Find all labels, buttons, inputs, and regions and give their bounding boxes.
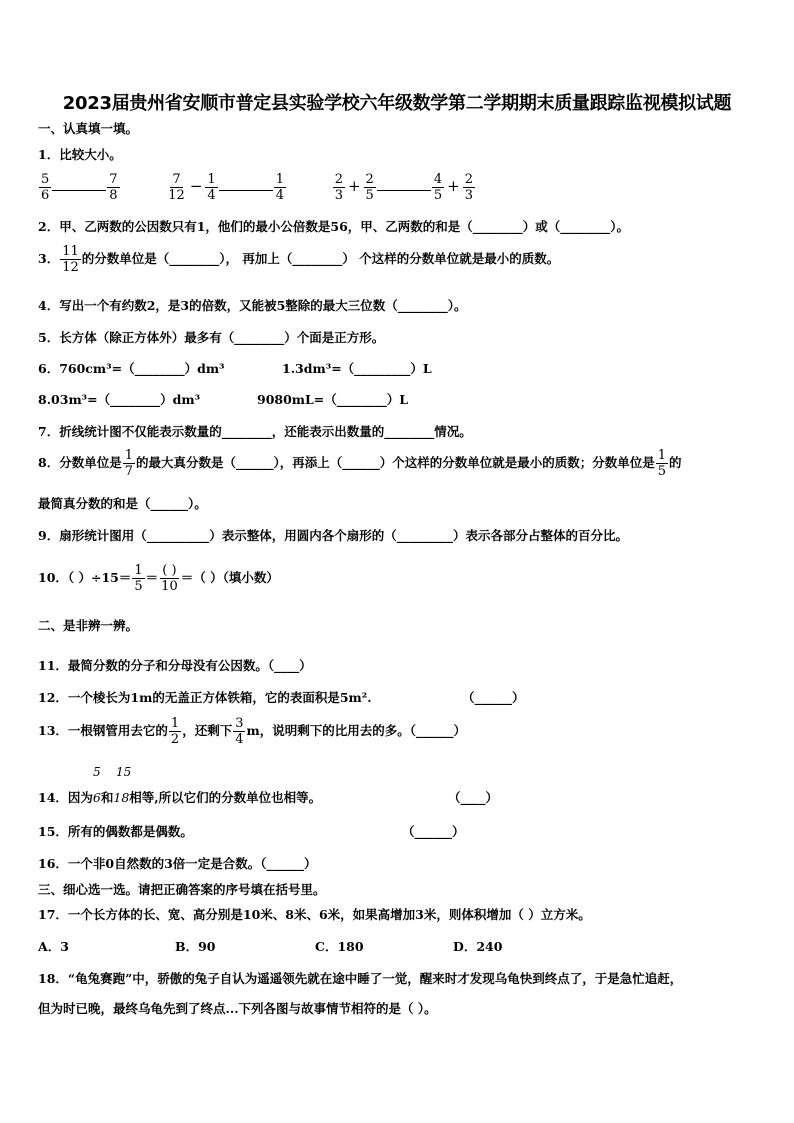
q14-numerator-1: 5 bbox=[93, 765, 101, 779]
fraction: $\frac{3}{4}$ bbox=[235, 716, 244, 747]
question-1-comparisons bbox=[38, 172, 764, 212]
q6-part-d: 9080mL=（________）L bbox=[257, 392, 409, 407]
fraction: $\frac{5}{6}$ bbox=[41, 172, 50, 203]
question-7: 7．折线统计图不仅能表示数量的________，还能表示出数量的________情况。 bbox=[38, 424, 472, 439]
fraction: $\frac{2}{5}$ bbox=[365, 172, 374, 203]
fraction: $\frac{7}{8}$ bbox=[109, 172, 118, 203]
fraction: $\frac{7}{12}$ bbox=[168, 172, 185, 203]
fraction: $\frac{2}{3}$ bbox=[464, 172, 473, 203]
fraction: $\frac{11}{12}$ bbox=[62, 244, 79, 275]
question-2: 2．甲、乙两数的公因数只有1，他们的最小公倍数是56，甲、乙两数的和是（________）或（________）。 bbox=[38, 219, 630, 234]
q15-text: 15．所有的偶数都是偶数。 bbox=[38, 824, 193, 839]
section-heading-1: 一、认真填一填。 bbox=[38, 121, 139, 136]
question-5: 5．长方体（除正方体外）最多有（________）个面是正方形。 bbox=[38, 330, 385, 345]
option-d[interactable]: D．240 bbox=[453, 939, 503, 954]
fraction: $\frac{1}{5}$ bbox=[657, 448, 667, 479]
question-14: 14．因为6和18相等,所以它们的分数单位也相等。 （____） bbox=[38, 790, 499, 805]
q12-blank[interactable]: （______） bbox=[462, 690, 525, 705]
question-3: 3． $\frac{11}{12}$ 的分数单位是（________）， 再加上（________） 个这样的分数单位就是最小的质数。 bbox=[38, 244, 560, 275]
plus-sign: + bbox=[347, 177, 361, 195]
fraction: $\frac{1}{2}$ bbox=[170, 716, 180, 747]
q6-part-a: 6．760cm³=（________）dm³ bbox=[38, 361, 225, 376]
section-heading-2: 二、是非辨一辨。 bbox=[38, 618, 139, 633]
question-18-line-2: 但为时已晚，最终乌龟先到了终点...下列各图与故事情节相符的是（ ）。 bbox=[38, 1001, 437, 1016]
q14-numerator-2: 15 bbox=[116, 765, 132, 779]
option-c[interactable]: C．180 bbox=[315, 939, 364, 954]
fraction: $\frac{1}{5}$ bbox=[134, 563, 143, 594]
q6-part-c: 8.03m³=（________）dm³ bbox=[38, 392, 201, 407]
question-15 bbox=[38, 823, 764, 841]
question-4: 4．写出一个有约数2，是3的倍数，又能被5整除的最大三位数（________）。 bbox=[38, 298, 467, 313]
fraction: $\frac{1}{4}$ bbox=[207, 172, 216, 203]
fraction: $\frac{1}{4}$ bbox=[275, 172, 284, 203]
question-1: 1．比较大小。 bbox=[38, 147, 122, 162]
question-8: 8．分数单位是 $\frac{1}{7}$ 的最大真分数是（______），再添上（______）个这样的分数单位就是最小的质数；分数单位是 $\frac{1}{5}$ 的 bbox=[38, 448, 682, 479]
question-9: 9．扇形统计图用（__________）表示整体，用圆内各个扇形的（_________）表示各部分占整体的百分比。 bbox=[38, 528, 628, 543]
option-b[interactable]: B．90 bbox=[175, 939, 216, 954]
fraction: $\frac{( )}{10}$ bbox=[161, 563, 178, 594]
q15-blank[interactable]: （______） bbox=[402, 824, 465, 839]
question-16: 16．一个非0自然数的3倍一定是合数。（______） bbox=[38, 856, 317, 871]
minus-sign: − bbox=[189, 177, 203, 195]
option-a[interactable]: A．3 bbox=[38, 939, 69, 954]
question-17: 17．一个长方体的长、宽、高分别是10米、8米、6米，如果高增加3米，则体积增加（ ）立方米。 bbox=[38, 907, 591, 922]
answer-blank[interactable] bbox=[52, 190, 106, 191]
fraction: $\frac{4}{5}$ bbox=[433, 172, 443, 203]
answer-blank[interactable] bbox=[219, 190, 273, 191]
q6-part-b: 1.3dm³=（_________）L bbox=[282, 361, 432, 376]
question-8-line-2: 最简真分数的和是（______）。 bbox=[38, 496, 207, 511]
q12-text: 12．一个棱长为1m的无盖正方体铁箱，它的表面积是5m². bbox=[38, 690, 372, 705]
fraction: $\frac{2}{3}$ bbox=[334, 172, 343, 203]
question-12 bbox=[38, 689, 764, 707]
question-13: 13．一根钢管用去它的 $\frac{1}{2}$ ，还剩下 $\frac{3}{4}$ m，说明剩下的比用去的多。（______） bbox=[38, 716, 466, 747]
plus-sign: + bbox=[447, 177, 460, 195]
question-11: 11．最简分数的分子和分母没有公因数。（____） bbox=[38, 658, 312, 673]
page-title: 2023届贵州省安顺市普定县实验学校六年级数学第二学期期末质量跟踪监视模拟试题 bbox=[62, 93, 732, 114]
question-6-line-1 bbox=[38, 360, 764, 378]
question-18-line-1: 18．“龟兔赛跑”中，骄傲的兔子自认为遥遥领先就在途中睡了一觉，醒来时才发现乌龟快到终点了，于是急忙追赶， bbox=[38, 971, 683, 986]
section-heading-3: 三、细心选一选。请把正确答案的序号填在括号里。 bbox=[38, 882, 326, 897]
q14-blank[interactable]: （____） bbox=[448, 790, 499, 805]
fraction: $\frac{1}{7}$ bbox=[124, 448, 133, 479]
answer-blank[interactable] bbox=[377, 190, 431, 191]
question-6-line-2 bbox=[38, 391, 764, 409]
question-10: 10．（ ）÷15＝ $\frac{1}{5}$ ＝ $\frac{( )}{10}$ ＝（ ）（填小数） bbox=[38, 563, 279, 594]
